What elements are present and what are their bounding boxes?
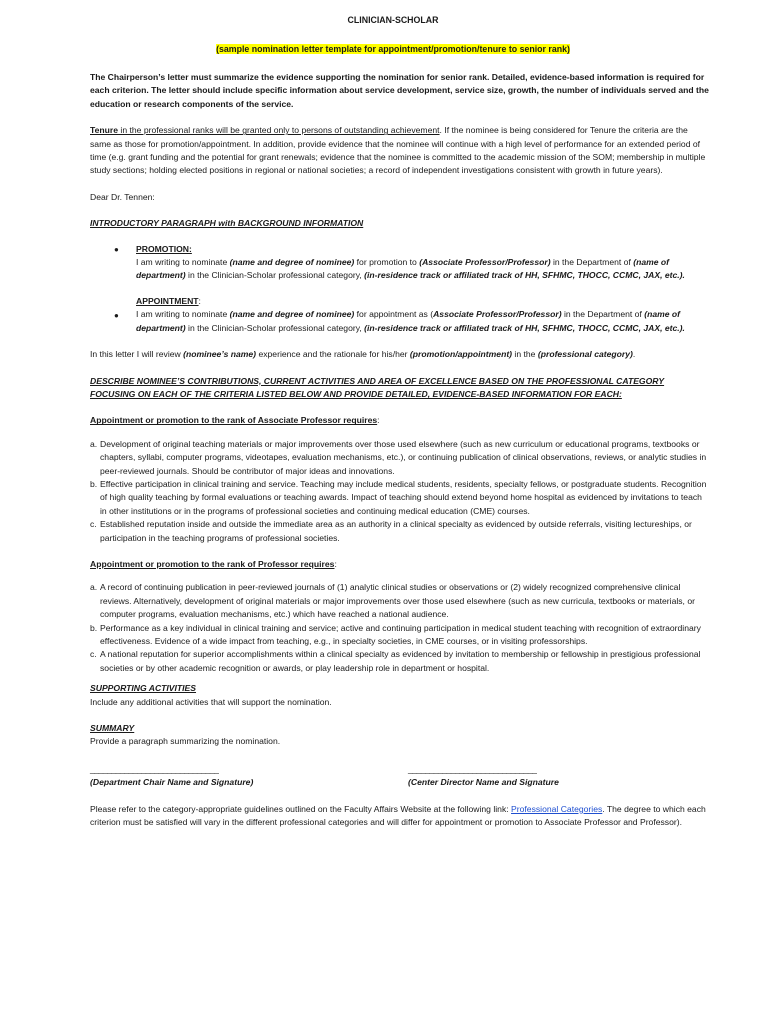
- list-item: a. A record of continuing publication in peer-reviewed journals of (1) analytic clinical studies or observations or (2) widely recognized comprehensive clinical reviews. Alternatively, development of original materials or major improvements over those used elsewhere (such as new curricula, textbooks or materials, or computer programs, evaluation mechanisms, etc.) which have reached a national audience.: [90, 582, 695, 620]
- intro-heading: INTRODUCTORY PARAGRAPH with BACKGROUND INFORMATION: [90, 218, 364, 229]
- list-item: b. Effective participation in clinical training and service. Teaching may include medical students, residents, specialty fellows, or postgraduate students. Recognition of high quality teaching by formal evaluations or teaching awards. Impact of teaching should extend beyond home hospital as evidenced by invitations to teach in other institutions or in the programs of professional societies and continuing medical education (CME) courses.: [90, 478, 707, 516]
- promotion-label: PROMOTION:: [136, 243, 192, 254]
- appointment-label: APPOINTMENT: [136, 295, 199, 306]
- list-item: c. Established reputation inside and outside the immediate area as an authority in a clinical specialty as evidenced by outside referrals, visiting lectureships, or participation in the teaching programs of professional societies.: [90, 519, 692, 543]
- list-item: b. Performance as a key individual in clinical training and service; active and continuing participation in medical student teaching with recognition of extraordinary effectiveness. Evidence of a wide impact from teaching, e.g., in specialty societies, in CME courses, or in visiting professorships.: [90, 622, 701, 646]
- supporting-heading: SUPPORTING ACTIVITIES: [90, 683, 197, 694]
- subtitle-highlight: (sample nomination letter template for appointment/promotion/tenure to senior rank): [216, 44, 570, 54]
- professor-heading: Appointment or promotion to the rank of Professor requires:: [90, 558, 337, 569]
- tenure-lead: Tenure: [90, 125, 119, 136]
- promotion-option: ● PROMOTION: I am writing to nominate (name and degree of nominee) for promotion to (Associate Professor/Professor) in the Department of (name of department) in the Clinician-Scholar professional category, (in-residence track or affiliated track of HH, SFHMC, THOCC, CCMC, JAX, etc.).: [114, 243, 685, 281]
- list-item: c. A national reputation for superior accomplishments within a clinical specialty as evidenced by invitation to membership or fellowship in prestigious professional societies or by other academic recognition or awards, or play leadership role in department or hospital.: [90, 649, 701, 673]
- tenure-paragraph: [90, 124, 710, 178]
- signature-line: ______________________________: [408, 763, 537, 774]
- list-item: a. Development of original teaching materials or major improvements over those used elsewhere (such as new curriculum or educational programs, textbooks or chapters, syllabi, computer programs, videotapes, evaluation mechanisms, etc.), or continuing publication of clinical observations, reviews, or analytic studies in peer-reviewed journals. Should be contributor of major ideas and innovations.: [90, 438, 707, 476]
- salutation: Dear Dr. Tennen:: [90, 191, 155, 202]
- department-chair-signature: [90, 763, 408, 790]
- appointment-option: APPOINTMENT: ● I am writing to nominate (name and degree of nominee) for appointment as (Associate Professor/Professor) in the Department of (name of department) in the Clinician-Scholar professional category, (in-residence track or affiliated track of HH, SFHMC, THOCC, CCMC, JAX, etc.).: [114, 295, 685, 333]
- document-subtitle: [76, 43, 710, 56]
- professional-categories-link[interactable]: Professional Categories: [511, 803, 603, 814]
- signature-block: [90, 763, 710, 790]
- associate-criteria: [90, 438, 710, 545]
- summary-heading: SUMMARY: [90, 723, 135, 734]
- document-title: CLINICIAN-SCHOLAR: [347, 15, 439, 25]
- footer-note: Please refer to the category-appropriate guidelines outlined on the Faculty Affairs Website at the following link: Professional Categories. The degree to which each criterion must be satisfied will vary in the different professional categories and will differ for appointment or promotion to Associate Professor and Professor).: [90, 803, 706, 828]
- professor-criteria: [90, 581, 710, 675]
- tenure-text: . If the nominee is being considered for Tenure the criteria are the same as those for promotion/appointment. In addition, provide evidence that the nominee will continue with a high level of performance for an extended period of time (e.g. grant funding and the potential for grant renewals; evidence that the nominee is committed to the academic mission of the SOM; membership in multiple study sections; holding elected positions in regional or national societies; a record of independent investigations consistent with growth in future years).: [90, 125, 706, 176]
- nomination-options: [90, 243, 710, 335]
- supporting-text: Include any additional activities that will support the nomination.: [90, 696, 332, 707]
- center-director-signature: [408, 763, 559, 790]
- review-paragraph: In this letter I will review (nominee’s name) experience and the rationale for his/her (promotion/appointment) in the (professional category).: [90, 349, 636, 360]
- bullet-icon: ●: [114, 310, 119, 320]
- summary-text: Provide a paragraph summarizing the nomination.: [90, 736, 281, 747]
- tenure-underlined: in the professional ranks will be granted only to persons of outstanding achievement: [118, 125, 440, 136]
- signature-label: (Department Chair Name and Signature): [90, 777, 254, 788]
- describe-heading: DESCRIBE NOMINEE’S CONTRIBUTIONS, CURRENT ACTIVITIES AND AREA OF EXCELLENCE BASED ON THE PROFESSIONAL CATEGORY FOCUSING ON EACH OF THE CRITERIA LISTED BELOW AND PROVIDE DETAILED, EVIDENCE-BASED INFORMATION FOR EACH:: [90, 375, 665, 399]
- signature-label: (Center Director Name and Signature: [408, 777, 559, 788]
- bullet-icon: ●: [114, 244, 119, 254]
- associate-heading: Appointment or promotion to the rank of Associate Professor requires:: [90, 415, 380, 426]
- signature-line: ______________________________: [90, 763, 219, 774]
- intro-paragraph: The Chairperson’s letter must summarize the evidence supporting the nomination for senior rank. Detailed, evidence-based information is required for each criterion. The letter should include specific information about service development, service size, growth, the number of individuals served and the education or research components of the service.: [90, 72, 709, 109]
